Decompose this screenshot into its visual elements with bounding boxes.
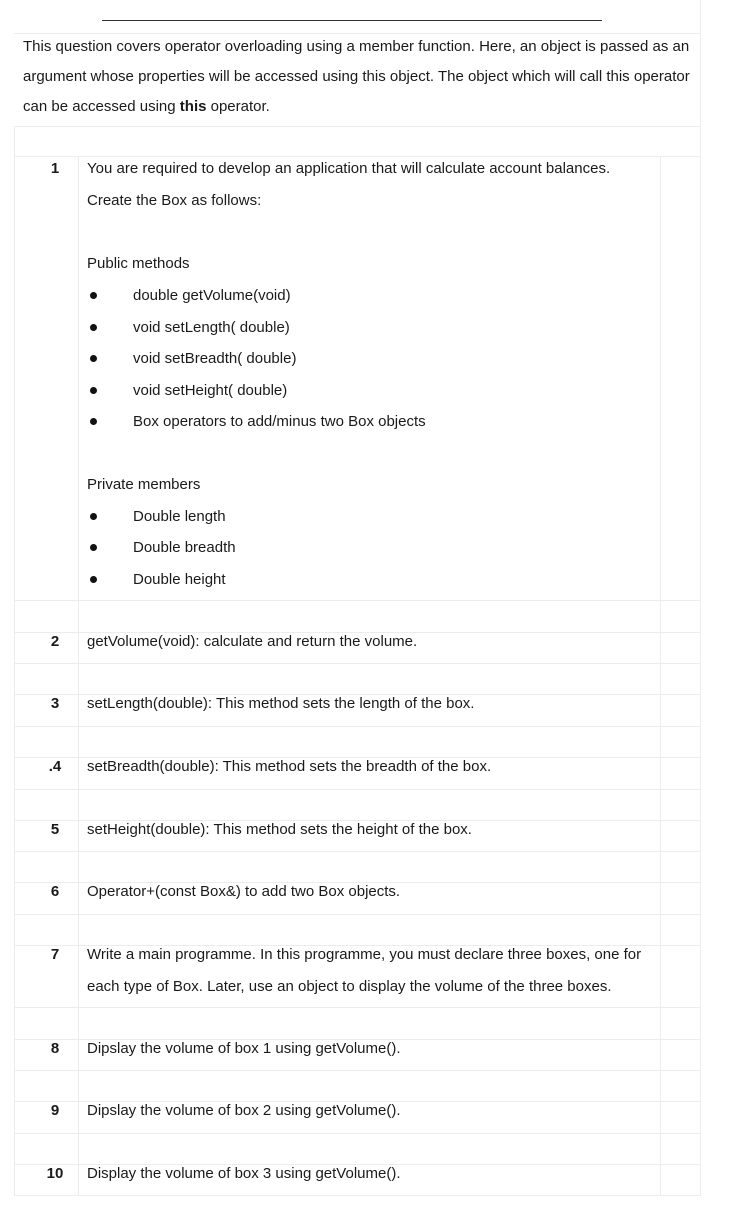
- list-item-text: void setBreadth( double): [133, 350, 297, 367]
- list-item: [87, 280, 659, 312]
- grid-line: [14, 600, 700, 601]
- grid-line: [78, 156, 79, 1196]
- grid-line: [660, 156, 661, 1196]
- question-number: 9: [50, 1102, 60, 1119]
- grid-line: [14, 1007, 700, 1008]
- list-item: [87, 312, 659, 344]
- question-text: Operator+(const Box&) to add two Box objects.: [87, 883, 401, 900]
- list-item-text: Double height: [133, 570, 226, 588]
- question-number: 7: [50, 946, 60, 963]
- question-number: 5: [50, 821, 60, 838]
- list-item: [87, 406, 659, 438]
- grid-line: [14, 1070, 700, 1071]
- grid-line: [14, 126, 15, 1196]
- top-rule: [102, 20, 602, 21]
- list-item-text: Double breadth: [133, 539, 236, 556]
- question-text: setBreadth(double): This method sets the breadth of the box.: [87, 758, 492, 775]
- list-item-text: Double length: [133, 507, 226, 525]
- list-item: [87, 501, 659, 533]
- grid-line: [700, 0, 701, 1196]
- question-text: Write a main programme. In this programme, you must declare three boxes, one for each type of Box. Later, use an object to display the volume of the three boxes.: [87, 946, 642, 995]
- list-item-text: double getVolume(void): [133, 287, 291, 304]
- question-text: Dipslay the volume of box 1 using getVolume().: [87, 1040, 401, 1057]
- grid-line: [14, 1195, 700, 1196]
- bullet-icon: [90, 355, 97, 362]
- intro-bold-keyword: this: [179, 98, 207, 115]
- list-item: [87, 532, 659, 564]
- grid-line: [14, 663, 700, 664]
- question-number: 8: [50, 1040, 60, 1057]
- question-body: [87, 153, 659, 595]
- grid-line: [14, 851, 700, 852]
- question-number: 3: [50, 695, 60, 712]
- bullet-icon: [90, 513, 97, 520]
- list-item: [87, 564, 659, 596]
- bullet-icon: [90, 324, 97, 331]
- grid-line: [14, 914, 700, 915]
- question-number: 6: [50, 883, 60, 900]
- bullet-icon: [90, 292, 97, 299]
- question-text: setLength(double): This method sets the length of the box.: [87, 695, 475, 712]
- list-item: [87, 343, 659, 375]
- question-number: 1: [50, 160, 60, 177]
- intro-paragraph: [23, 32, 699, 122]
- grid-line: [14, 726, 700, 727]
- question-text: Dipslay the volume of box 2 using getVolume().: [87, 1102, 401, 1119]
- public-methods-heading: Public methods: [87, 255, 190, 272]
- question-text: setHeight(double): This method sets the height of the box.: [87, 821, 472, 838]
- intro-text: This question covers operator overloading using a member function. Here, an object is passed as an argument whose properties will be accessed using this object. The object which will call this operator can be accessed using: [23, 38, 690, 115]
- grid-line: [14, 789, 700, 790]
- question-text: Create the Box as follows:: [87, 192, 262, 209]
- intro-text-end: operator.: [206, 98, 270, 115]
- bullet-icon: [90, 418, 97, 425]
- question-text: getVolume(void): calculate and return the volume.: [87, 633, 418, 650]
- bullet-icon: [90, 544, 97, 551]
- question-number: 10: [46, 1165, 64, 1182]
- bullet-icon: [90, 576, 97, 583]
- list-item: [87, 375, 659, 407]
- list-item-text: Box operators to add/minus two Box objects: [133, 413, 426, 430]
- grid-line: [14, 1133, 700, 1134]
- question-number: .4: [48, 758, 62, 775]
- question-text: Display the volume of box 3 using getVolume().: [87, 1165, 401, 1182]
- grid-line: [14, 126, 700, 127]
- list-item-text: void setHeight( double): [133, 381, 288, 399]
- question-text: You are required to develop an application that will calculate account balances.: [87, 160, 611, 177]
- list-item-text: void setLength( double): [133, 318, 290, 336]
- bullet-icon: [90, 387, 97, 394]
- question-number: 2: [50, 633, 60, 650]
- private-members-heading: Private members: [87, 475, 201, 493]
